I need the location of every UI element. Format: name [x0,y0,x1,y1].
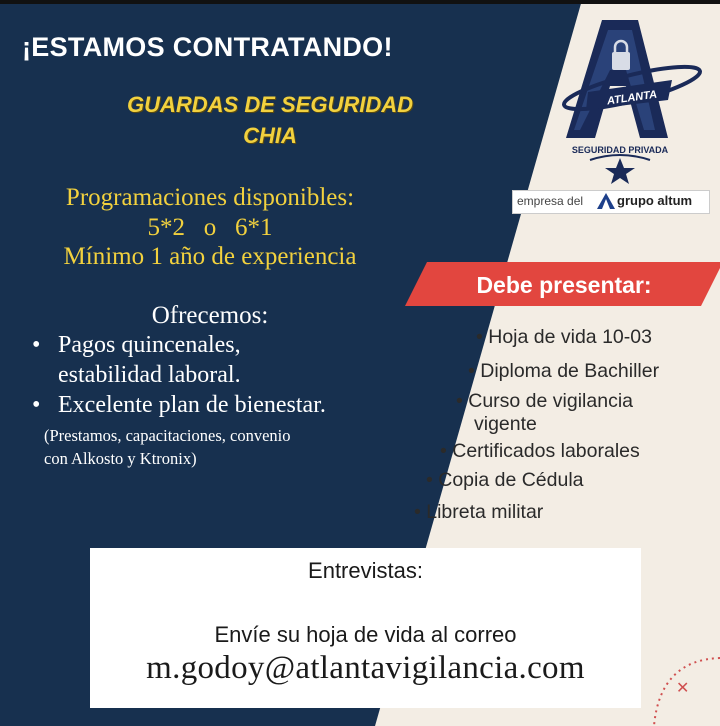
requirement-item-continued: vigente [474,413,537,435]
experience-requirement: Mínimo 1 año de experiencia [63,243,357,270]
requirement-item: • Copia de Cédula [426,469,584,492]
offers-note-line: con Alkosto y Ktronix) [44,449,197,468]
offer-item: estabilidad laboral. [58,362,241,388]
role-title: GUARDAS DE SEGURIDAD [126,92,414,117]
requirement-item: • Libreta militar [414,501,543,524]
top-border [0,0,720,4]
close-icon: ✕ [676,680,690,697]
offers-note-line: (Prestamos, capacitaciones, convenio [44,426,291,445]
send-instruction: Envíe su hoja de vida al correo [214,622,517,647]
partner-prefix: empresa del [517,194,584,208]
schedule-options: 5*2 o 6*1 [147,214,273,241]
requirement-item: • Hoja de vida 10-03 [476,326,652,349]
requirement-item: • Certificados laborales [440,440,640,463]
atlanta-logo [540,10,710,185]
role-location: CHIA [243,123,297,148]
offers-note [44,424,291,470]
offers-list [28,330,326,420]
offer-item: • Excelente plan de bienestar. [28,390,326,420]
svg-text:SEGURIDAD PRIVADA: SEGURIDAD PRIVADA [571,145,669,155]
partner-name: grupo altum [617,193,693,208]
requirements-title: Debe presentar: [476,272,652,298]
offer-item: • Pagos quincenales, [28,330,326,360]
interviews-title: Entrevistas: [308,558,423,583]
headline: ¡ESTAMOS CONTRATANDO! [22,32,393,62]
contact-email[interactable]: m.godoy@atlantavigilancia.com [146,650,585,686]
offers-title: Ofrecemos: [151,302,269,329]
altum-logo-icon [597,193,615,214]
requirement-item: • Curso de vigilancia [456,390,633,413]
atlanta-logo-icon [540,10,710,185]
partner-badge [512,190,710,214]
svg-text:ATLANTA: ATLANTA [606,88,658,108]
schedule-title: Programaciones disponibles: [65,184,355,211]
requirement-item: • Diploma de Bachiller [468,360,659,383]
